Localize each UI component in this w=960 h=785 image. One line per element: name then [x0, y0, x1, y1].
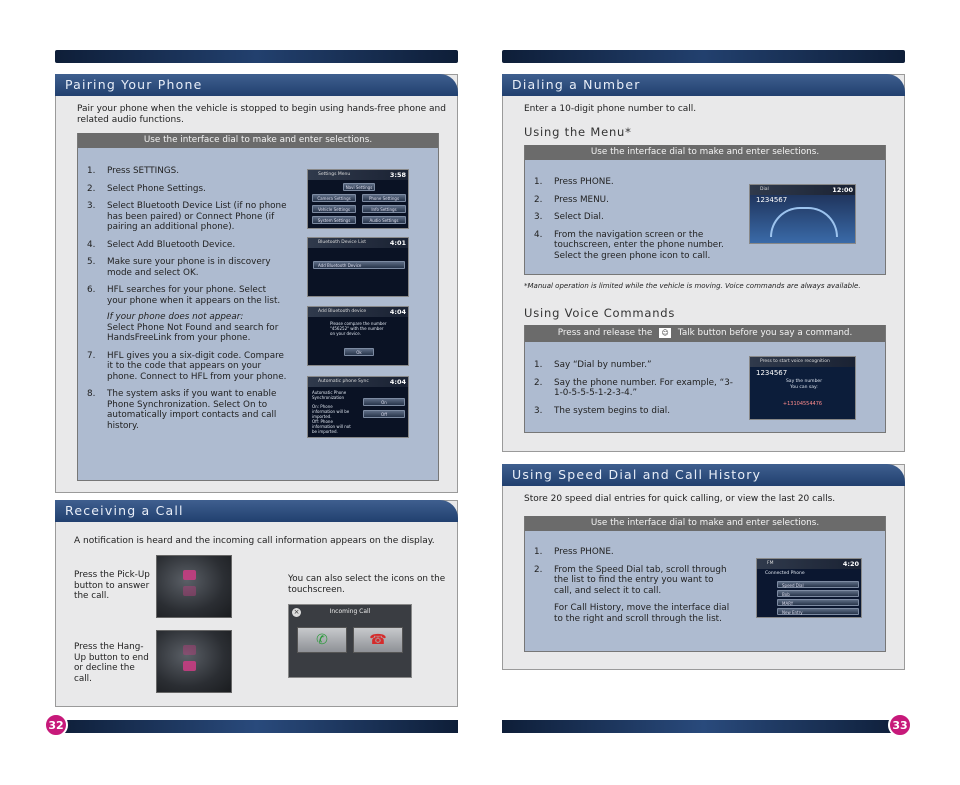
dialing-box-header: Use the interface dial to make and enter selections.: [525, 145, 885, 160]
hang-up-button-icon: [183, 586, 196, 596]
voice-screen-title: Press to start voice recognition: [750, 357, 855, 367]
top-bar-left: [55, 50, 458, 63]
screen-time: 4:01: [389, 239, 406, 247]
speed-dial-panel: [502, 464, 905, 670]
using-voice-commands-heading: Using Voice Commands: [524, 306, 676, 320]
voice-box-header: Press and release the ☺ Talk button before you say a command.: [525, 325, 885, 342]
add-bluetooth-device-screen: [307, 306, 409, 366]
step: 2. Select Phone Settings.: [87, 183, 206, 194]
vehicle-settings-button[interactable]: Vehicle Settings: [312, 205, 356, 213]
pick-up-button-photo: [156, 555, 232, 618]
receiving-panel: [55, 500, 458, 707]
receiving-title: Receiving a Call: [55, 500, 458, 522]
bluetooth-device-list-screen: [307, 237, 409, 297]
dial-screen-time: 12:00: [832, 186, 853, 194]
step: 7. HFL gives you a six-digit code. Compare it to the code that appears on your phone. Connect to HFL from your phone.: [87, 350, 287, 382]
audio-settings-button[interactable]: Audio Settings: [362, 216, 406, 224]
band-label: FM: [757, 559, 861, 569]
pick-up-button-icon[interactable]: [183, 570, 196, 580]
screen-time: 4:04: [389, 378, 406, 386]
page-number-right: 33: [888, 713, 912, 737]
pick-up-button-icon: [183, 645, 196, 655]
dialing-panel: [502, 74, 905, 452]
system-settings-button[interactable]: System Settings: [312, 216, 356, 224]
speed-dial-intro: Store 20 speed dial entries for quick calling, or view the last 20 calls.: [524, 494, 836, 504]
dialing-title: Dialing a Number: [502, 74, 905, 96]
dialing-intro: Enter a 10-digit phone number to call.: [524, 104, 697, 114]
step: 5. Make sure your phone is in discovery mode and select OK.: [87, 257, 271, 278]
speed-dial-tab[interactable]: Speed Dial: [777, 581, 859, 588]
green-phone-icon: ✆: [316, 632, 328, 648]
pairing-title: Pairing Your Phone: [55, 74, 458, 96]
close-icon[interactable]: ×: [293, 608, 300, 616]
speed-dial-title: Using Speed Dial and Call History: [502, 464, 905, 486]
talk-button-icon: ☺: [659, 328, 671, 338]
decline-call-button[interactable]: [353, 627, 403, 653]
receiving-intro: A notification is heard and the incoming call information appears on the display.: [74, 536, 435, 546]
top-bar-right: [502, 50, 905, 63]
pairing-note-label: If your phone does not appear:: [107, 312, 244, 322]
page-number-left: 32: [44, 713, 68, 737]
dial-screen: [749, 184, 856, 244]
voice-recognition-screen: [749, 356, 856, 420]
incoming-call-title: Incoming Call: [329, 608, 371, 615]
step: 6. HFL searches for your phone. Select your phone when it appears on the list. If your phone does not appear: Select Phone Not Found and search for HandsFreeLink from your phone.: [87, 285, 287, 344]
pairing-intro: Pair your phone when the vehicle is stopped to begin using hands-free phone and related audio functions.: [77, 104, 446, 125]
voice-dialed-number: 1234567: [756, 369, 788, 377]
dial-keypad-arc[interactable]: [770, 207, 838, 237]
dialed-number: 1234567: [756, 196, 788, 204]
step: 1. Press SETTINGS.: [87, 166, 180, 176]
say-the-number-prompt: Say the number You can say:: [785, 379, 823, 390]
step: 8. The system asks if you want to enable Phone Synchronization. Select On to automatically import contacts and call history.: [87, 389, 277, 431]
hang-up-button-icon[interactable]: [183, 661, 196, 671]
answer-call-button[interactable]: [297, 627, 347, 653]
pairing-panel: [55, 74, 458, 493]
step: 1. Say “Dial by number.”: [534, 360, 652, 370]
red-phone-icon: ☎: [369, 632, 387, 648]
dialing-steps: [534, 177, 739, 268]
voice-commands-box: [524, 325, 886, 433]
sync-off-description: Off: Phone information will not be imported.: [312, 419, 351, 434]
navi-settings-button[interactable]: Navi Settings: [343, 183, 375, 191]
hang-up-instruction: Press the Hang-Up button to end or decline the call.: [74, 642, 149, 684]
pick-up-instruction: Press the Pick-Up button to answer the call.: [74, 570, 150, 601]
dialing-menu-box: [524, 145, 886, 275]
pairing-box-header: Use the interface dial to make and enter selections.: [78, 133, 438, 148]
step: 2. From the Speed Dial tab, scroll through the list to find the entry you want to call, and select it to call. For Call History, move the interface dial to the right and scroll through the list.: [534, 565, 734, 625]
manual-operation-footnote: *Manual operation is limited while the vehicle is moving. Voice commands are always available.: [524, 282, 861, 290]
step: 3. Select Dial.: [534, 212, 604, 222]
sync-message: Automatic Phone Synchronization: [312, 390, 347, 400]
step: 1. Press PHONE.: [534, 177, 614, 187]
dial-screen-title: Dial: [750, 185, 855, 195]
step: 2. Press MENU.: [534, 194, 609, 205]
connected-phone-title: Connected Phone: [765, 571, 805, 576]
new-entry-button[interactable]: New Entry: [777, 608, 859, 615]
voice-steps: [534, 360, 739, 423]
speed-dial-entry-mary[interactable]: MARY: [777, 599, 859, 606]
screen-title: Bluetooth Device List: [308, 238, 408, 248]
pairing-steps: [87, 166, 287, 438]
speed-dial-steps: [534, 547, 734, 631]
step: 4. From the navigation screen or the touchscreen, enter the phone number. Select the green phone icon to call.: [534, 229, 724, 261]
pairing-instructions-box: [77, 133, 439, 481]
pairing-code-message: Please compare the number "456252" with the number on your device.: [330, 321, 387, 336]
automatic-phone-sync-screen: [307, 376, 409, 438]
incoming-call-screen: [288, 604, 412, 678]
info-settings-button[interactable]: Info Settings: [362, 205, 406, 213]
bottom-bar-right: [502, 720, 905, 733]
sync-on-button[interactable]: On: [363, 398, 405, 406]
bottom-bar-left: [55, 720, 458, 733]
speed-dial-box: [524, 516, 886, 652]
step: 3. The system begins to dial.: [534, 405, 671, 416]
speed-dial-entry-bob[interactable]: Bob: [777, 590, 859, 597]
ok-button[interactable]: Ok: [344, 348, 374, 356]
using-the-menu-heading: Using the Menu*: [524, 125, 632, 139]
connected-phone-screen: [756, 558, 862, 618]
step: 1. Press PHONE.: [534, 547, 614, 557]
sync-off-button[interactable]: Off: [363, 410, 405, 418]
phone-settings-button[interactable]: Phone Settings: [362, 194, 406, 202]
speed-dial-box-header: Use the interface dial to make and enter selections.: [525, 516, 885, 531]
screen-title: Automatic phone Sync: [308, 377, 408, 387]
touchscreen-instruction: You can also select the icons on the touchscreen.: [288, 574, 446, 595]
step: 4. Select Add Bluetooth Device.: [87, 239, 236, 250]
voice-example-number: +13104554476: [782, 401, 823, 407]
screen-time: 4:04: [389, 308, 406, 316]
hang-up-button-photo: [156, 630, 232, 693]
screen-time: 3:58: [389, 171, 406, 179]
step: 2. Say the phone number. For example, “3-1-0-5-5-5-1-2-3-4.”: [534, 377, 733, 398]
settings-menu-screen: [307, 169, 409, 229]
add-bluetooth-device-button[interactable]: Add Bluetooth Device: [313, 261, 405, 269]
step: 3. Select Bluetooth Device List (if no phone has been paired) or Connect Phone (if pairing an additional phone).: [87, 201, 287, 232]
sync-on-description: On: Phone information will be imported.: [312, 404, 350, 419]
camera-settings-button[interactable]: Camera Settings: [312, 194, 356, 202]
screen-title: Add Bluetooth device: [308, 307, 408, 317]
pairing-note-text: Select Phone Not Found and search for HandsFreeLink from your phone.: [107, 322, 279, 343]
screen-title: Settings Menu: [308, 170, 408, 180]
call-history-instruction: For Call History, move the interface dial to the right and scroll through the list.: [554, 603, 730, 624]
connected-screen-time: 4:20: [842, 560, 859, 568]
